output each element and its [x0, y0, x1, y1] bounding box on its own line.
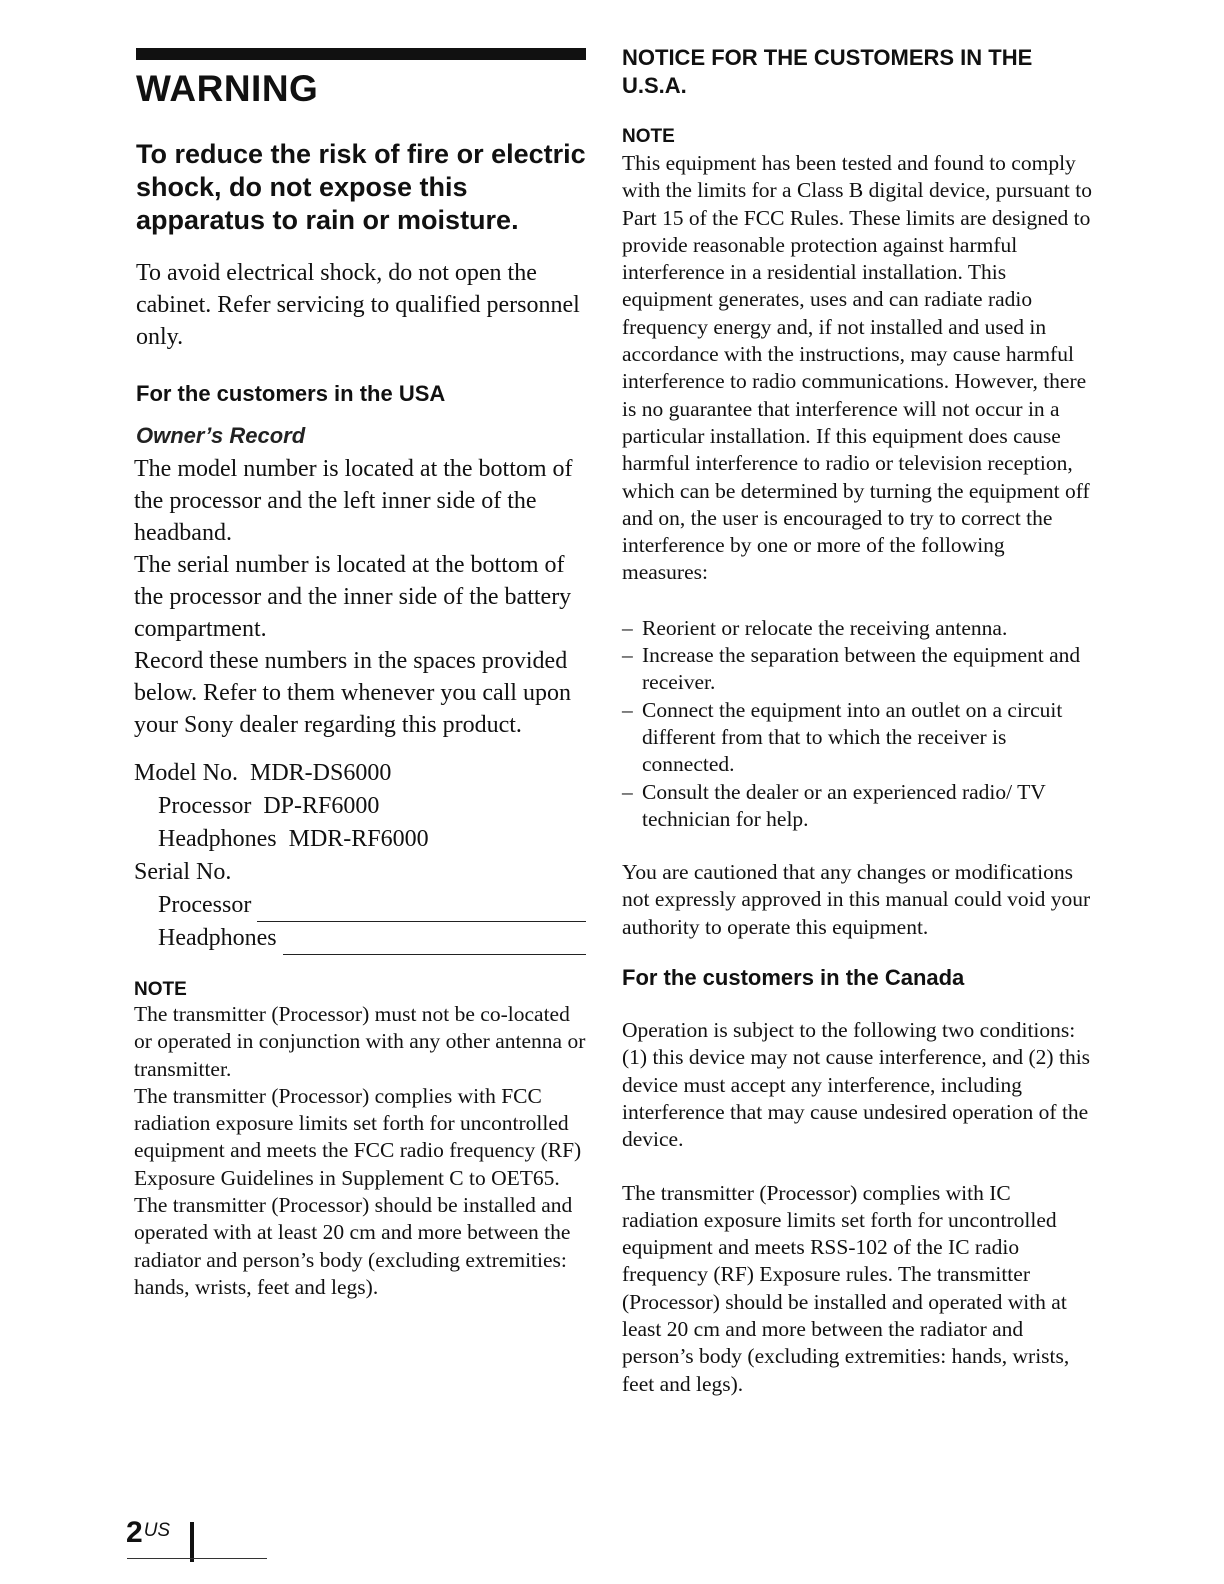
notice-heading: NOTICE FOR THE CUSTOMERS IN THE U.S.A.: [622, 45, 1033, 98]
owners-record-heading: Owner’s Record: [136, 423, 306, 448]
warning-title: WARNING: [136, 68, 319, 109]
page-number: 2: [126, 1516, 143, 1549]
fcc-statement: This equipment has been tested and found to comply with the limits for a Class B digital device, pursuant to Part 15 of the FCC Rules. These limits are designed to provide reasonable protection against harmful interference in a residential installation. This equipment generates, uses and can radiate radio frequency energy and, if not installed and used in accordance with the instructions, may cause harmful interference to radio communications. However, there is no guarantee that interference will not occur in a particular installation. If this equipment does cause harmful interference to radio or television reception, which can be determined by turning the equipment off and on, the user is encouraged to try to correct the interference by one or more of the following measures:: [622, 151, 1092, 585]
canada-heading: For the customers in the Canada: [622, 965, 965, 991]
model-serial-block: [134, 757, 586, 955]
operation-conditions-text: Operation is subject to the following two conditions: (1) this device may not cause interference, and (2) this device must accept any interference, including interference that may cause undesired operation of the device.: [622, 1018, 1091, 1152]
measure-item: – Consult the dealer or an experienced radio/ TV technician for help.: [622, 779, 1092, 834]
footer-rule: [127, 1558, 267, 1559]
processor-model-line: Processor DP-RF6000: [158, 793, 380, 819]
serial-no-label: Serial No.: [134, 859, 232, 885]
left-column: [134, 48, 586, 1301]
serial-location-text: The serial number is located at the bottom of the processor and the inner side of the battery compartment.: [134, 552, 572, 642]
left-note-body: [134, 1001, 586, 1301]
note-colocation: The transmitter (Processor) must not be co-located or operated in conjunction with any other antenna or transmitter.: [134, 1002, 586, 1081]
serial-headphones-label: Headphones: [158, 925, 277, 951]
footer-bar: [190, 1522, 194, 1562]
model-no-line: Model No. MDR-DS6000: [134, 760, 392, 786]
note-fcc-exposure: The transmitter (Processor) complies with FCC radiation exposure limits set forth for uncontrolled equipment and meets the FCC radio frequency (RF) Exposure Guidelines in Supplement C to OET65.: [134, 1083, 582, 1190]
usa-customers-heading: For the customers in the USA: [136, 381, 446, 406]
ic-exposure-text: The transmitter (Processor) complies with IC radiation exposure limits set forth for uncontrolled equipment and meets RSS-102 of the IC radio frequency (RF) Exposure rules. The transmitter (Processor) should be installed and operated with at least 20 cm and more between the radiator and person’s body (excluding extremities: hands, wrists, feet and legs).: [622, 1180, 1070, 1396]
serial-headphones-blank: [283, 932, 586, 955]
measure-item: – Connect the equipment into an outlet on a circuit different from that to which the receiver is connected.: [622, 697, 1092, 779]
avoid-shock-text: To avoid electrical shock, do not open the cabinet. Refer servicing to qualified personnel only.: [136, 260, 580, 350]
owners-record-text: The model number is located at the bottom of the processor and the left inner side of the headband.: [134, 456, 573, 546]
caution-text: You are cautioned that any changes or modifications not expressly approved in this manual could void your authority to operate this equipment.: [622, 860, 1091, 939]
right-note-heading: NOTE: [622, 126, 675, 147]
serial-processor-label: Processor: [158, 892, 252, 918]
right-column: [622, 44, 1092, 1398]
measure-item: – Increase the separation between the equipment and receiver.: [622, 642, 1092, 697]
left-note-heading: NOTE: [134, 979, 187, 1000]
page-footer: [126, 1516, 170, 1550]
serial-processor-row: [134, 889, 586, 922]
note-install: The transmitter (Processor) should be installed and operated with at least 20 cm and more between the radiator and person’s body (excluding extremities: hands, wrists, feet and legs).: [134, 1193, 573, 1299]
warning-lead: To reduce the risk of fire or electric shock, do not expose this apparatus to rain or moisture.: [136, 139, 586, 235]
page-suffix: US: [143, 1519, 171, 1541]
record-numbers-text: Record these numbers in the spaces provided below. Refer to them whenever you call upon your Sony dealer regarding this product.: [134, 648, 571, 738]
warning-top-rule: [136, 48, 586, 60]
measures-list: [622, 615, 1092, 833]
serial-headphones-row: [134, 922, 586, 955]
headphones-model-line: Headphones MDR-RF6000: [158, 826, 429, 852]
serial-processor-blank: [257, 899, 586, 922]
measure-item: – Reorient or relocate the receiving antenna.: [622, 615, 1092, 642]
